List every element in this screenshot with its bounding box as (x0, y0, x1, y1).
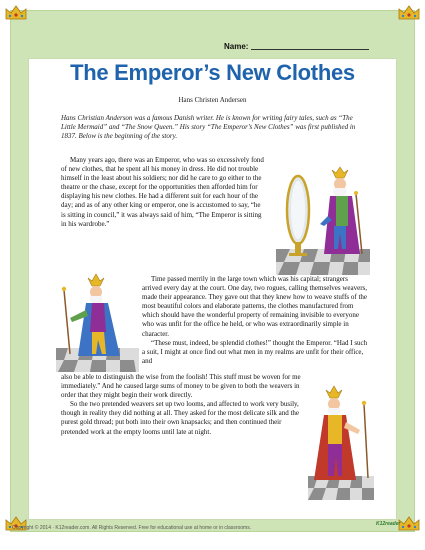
emperor-mirror-illustration (276, 154, 370, 275)
story-paragraph-3-part-1: also be able to distinguish the wise from the foolish! This stuff must be woven for me immediately.” And he caused large sums of money to be given to both the weavers in order that they might begin their work directly. (61, 373, 301, 400)
crown-icon (4, 4, 28, 21)
page-title: The Emperor’s New Clothes (70, 60, 355, 85)
name-label: Name: (224, 42, 249, 51)
story-paragraph-3-part-2: So the two pretended weavers set up two looms, and affected to work very busily, though in reality they did nothing at all. They asked for the most delicate silk and the purest gold thread; put both into their own knapsacks; and then continued their pretended work at the empty looms until late at night. (61, 400, 300, 436)
story-paragraph-2 (142, 275, 368, 366)
k12reader-logo: K12reader (376, 521, 401, 527)
story-paragraph-2-part-2: “These must, indeed, be splendid clothes!” thought the Emperor. “Had I such a suit, I might at once find out what men in my realms are unfit for their office, and (142, 338, 368, 365)
story-paragraph-1: Many years ago, there was an Emperor, who was so excessively fond of new clothes, that he spent all his money in dress. He did not trouble himself in the least about his soldiers; nor did he care to go either to the theatre or the chase, except for the opportunities then afforded him for displaying his new clothes. He had a different suit for each hour of the day; and as of any other king or emperor, one is accustomed to say, “he is sitting in council,” it was always said of him, “The Emperor is sitting in his wardrobe.” (61, 156, 264, 228)
crown-icon (397, 4, 421, 21)
story-paragraph-2-part-1: Time passed merrily in the large town which was his capital; strangers arrived every day at the court. One day, two rogues, calling themselves weavers, made their appearance. They gave out that they knew how to weave stuffs of the most beautiful colors and elaborate patterns, the clothes manufactured from which should have the wonderful property of remaining invisible to everyone who was unfit for the office he held, or who was extraordinarily simple in character. (142, 275, 368, 338)
story-paragraph-3 (61, 373, 309, 437)
intro-paragraph: Hans Christian Anderson was a famous Danish writer. He is known for writing fairy tales, such as “The Little Mermaid” and “The Snow Queen.” His story “The Emperor’s New Clothes” was first published in 1837. Below is the beginning of the story. (61, 114, 356, 140)
author-line: Hans Christen Andersen (178, 96, 247, 104)
copyright-notice: Copyright © 2014 · K12reader.com. All Rights Reserved. Free for educational use at home or in classrooms. (12, 525, 252, 531)
name-field[interactable] (251, 49, 369, 50)
emperor-looking-illustration (308, 382, 374, 500)
crown-icon (397, 515, 421, 532)
emperor-walking-illustration (56, 270, 139, 372)
